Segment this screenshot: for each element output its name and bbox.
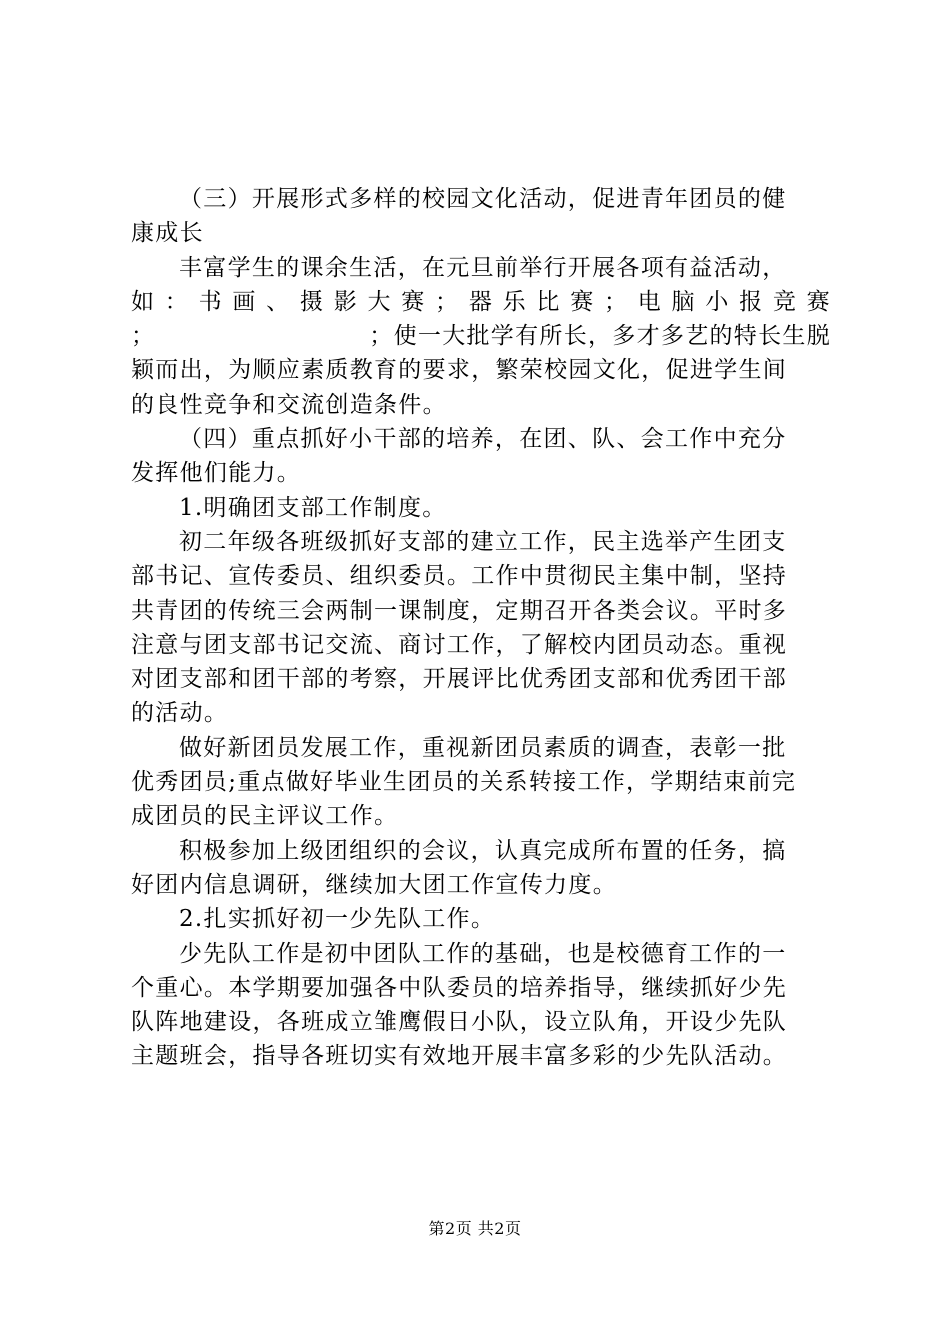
paragraph-line: 丰富学生的课余生活，在元旦前举行开展各项有益活动，: [179, 254, 787, 281]
subheading-2: 2.扎实抓好初一少先队工作。: [179, 906, 496, 933]
page-footer: 第2页 共2页: [428, 1219, 522, 1238]
paragraph-line: 主题班会，指导各班切实有效地开展丰富多彩的少先队活动。: [131, 1043, 788, 1070]
line-fragment: ；使一大批学有所长，多才多艺的特长生脱: [369, 323, 831, 350]
section-heading-4: （四）重点抓好小干部的培养，在团、队、会工作中充分: [179, 426, 787, 453]
paragraph-line: 积极参加上级团组织的会议，认真完成所布置的任务，搞: [179, 837, 787, 864]
paragraph-line: [131, 319, 831, 353]
paragraph-line: 初二年级各班级抓好支部的建立工作，民主选举产生团支: [179, 528, 787, 555]
paragraph-line: 队阵地建设，各班成立雏鹰假日小队，设立队角，开设少先队: [131, 1009, 788, 1036]
paragraph-line: 如：书画、摄影大赛；器乐比赛；电脑小报竞赛: [131, 288, 831, 315]
paragraph-line: 好团内信息调研，继续加大团工作宣传力度。: [131, 871, 617, 898]
line-fragment: ；: [131, 323, 156, 350]
paragraph-line: 共青团的传统三会两制一课制度，定期召开各类会议。平时多: [131, 597, 788, 624]
paragraph-line: 做好新团员发展工作，重视新团员素质的调查，表彰一批: [179, 734, 787, 761]
paragraph-line: 部书记、宣传委员、组织委员。工作中贯彻民主集中制，坚持: [131, 563, 788, 590]
paragraph-line: 少先队工作是初中团队工作的基础，也是校德育工作的一: [179, 940, 787, 967]
document-body: [131, 182, 831, 1074]
paragraph-line: 对团支部和团干部的考察，开展评比优秀团支部和优秀团干部: [131, 666, 788, 693]
paragraph-line: 康成长: [131, 220, 204, 247]
paragraph-line: 优秀团员;重点做好毕业生团员的关系转接工作，学期结束前完: [131, 769, 797, 796]
paragraph-line: 个重心。本学期要加强各中队委员的培养指导，继续抓好少先: [131, 974, 788, 1001]
paragraph-line: 成团员的民主评议工作。: [131, 803, 399, 830]
section-heading-3: （三）开展形式多样的校园文化活动，促进青年团员的健: [179, 186, 787, 212]
paragraph-line: 的良性竞争和交流创造条件。: [131, 391, 447, 418]
paragraph-line: 颖而出，为顺应素质教育的要求，繁荣校园文化，促进学生间: [131, 357, 788, 384]
subheading-1: 1.明确团支部工作制度。: [179, 494, 447, 521]
paragraph-line: 的活动。: [131, 700, 229, 727]
paragraph-line: 注意与团支部书记交流、商讨工作，了解校内团员动态。重视: [131, 631, 788, 658]
paragraph-line: 发挥他们能力。: [131, 460, 302, 487]
